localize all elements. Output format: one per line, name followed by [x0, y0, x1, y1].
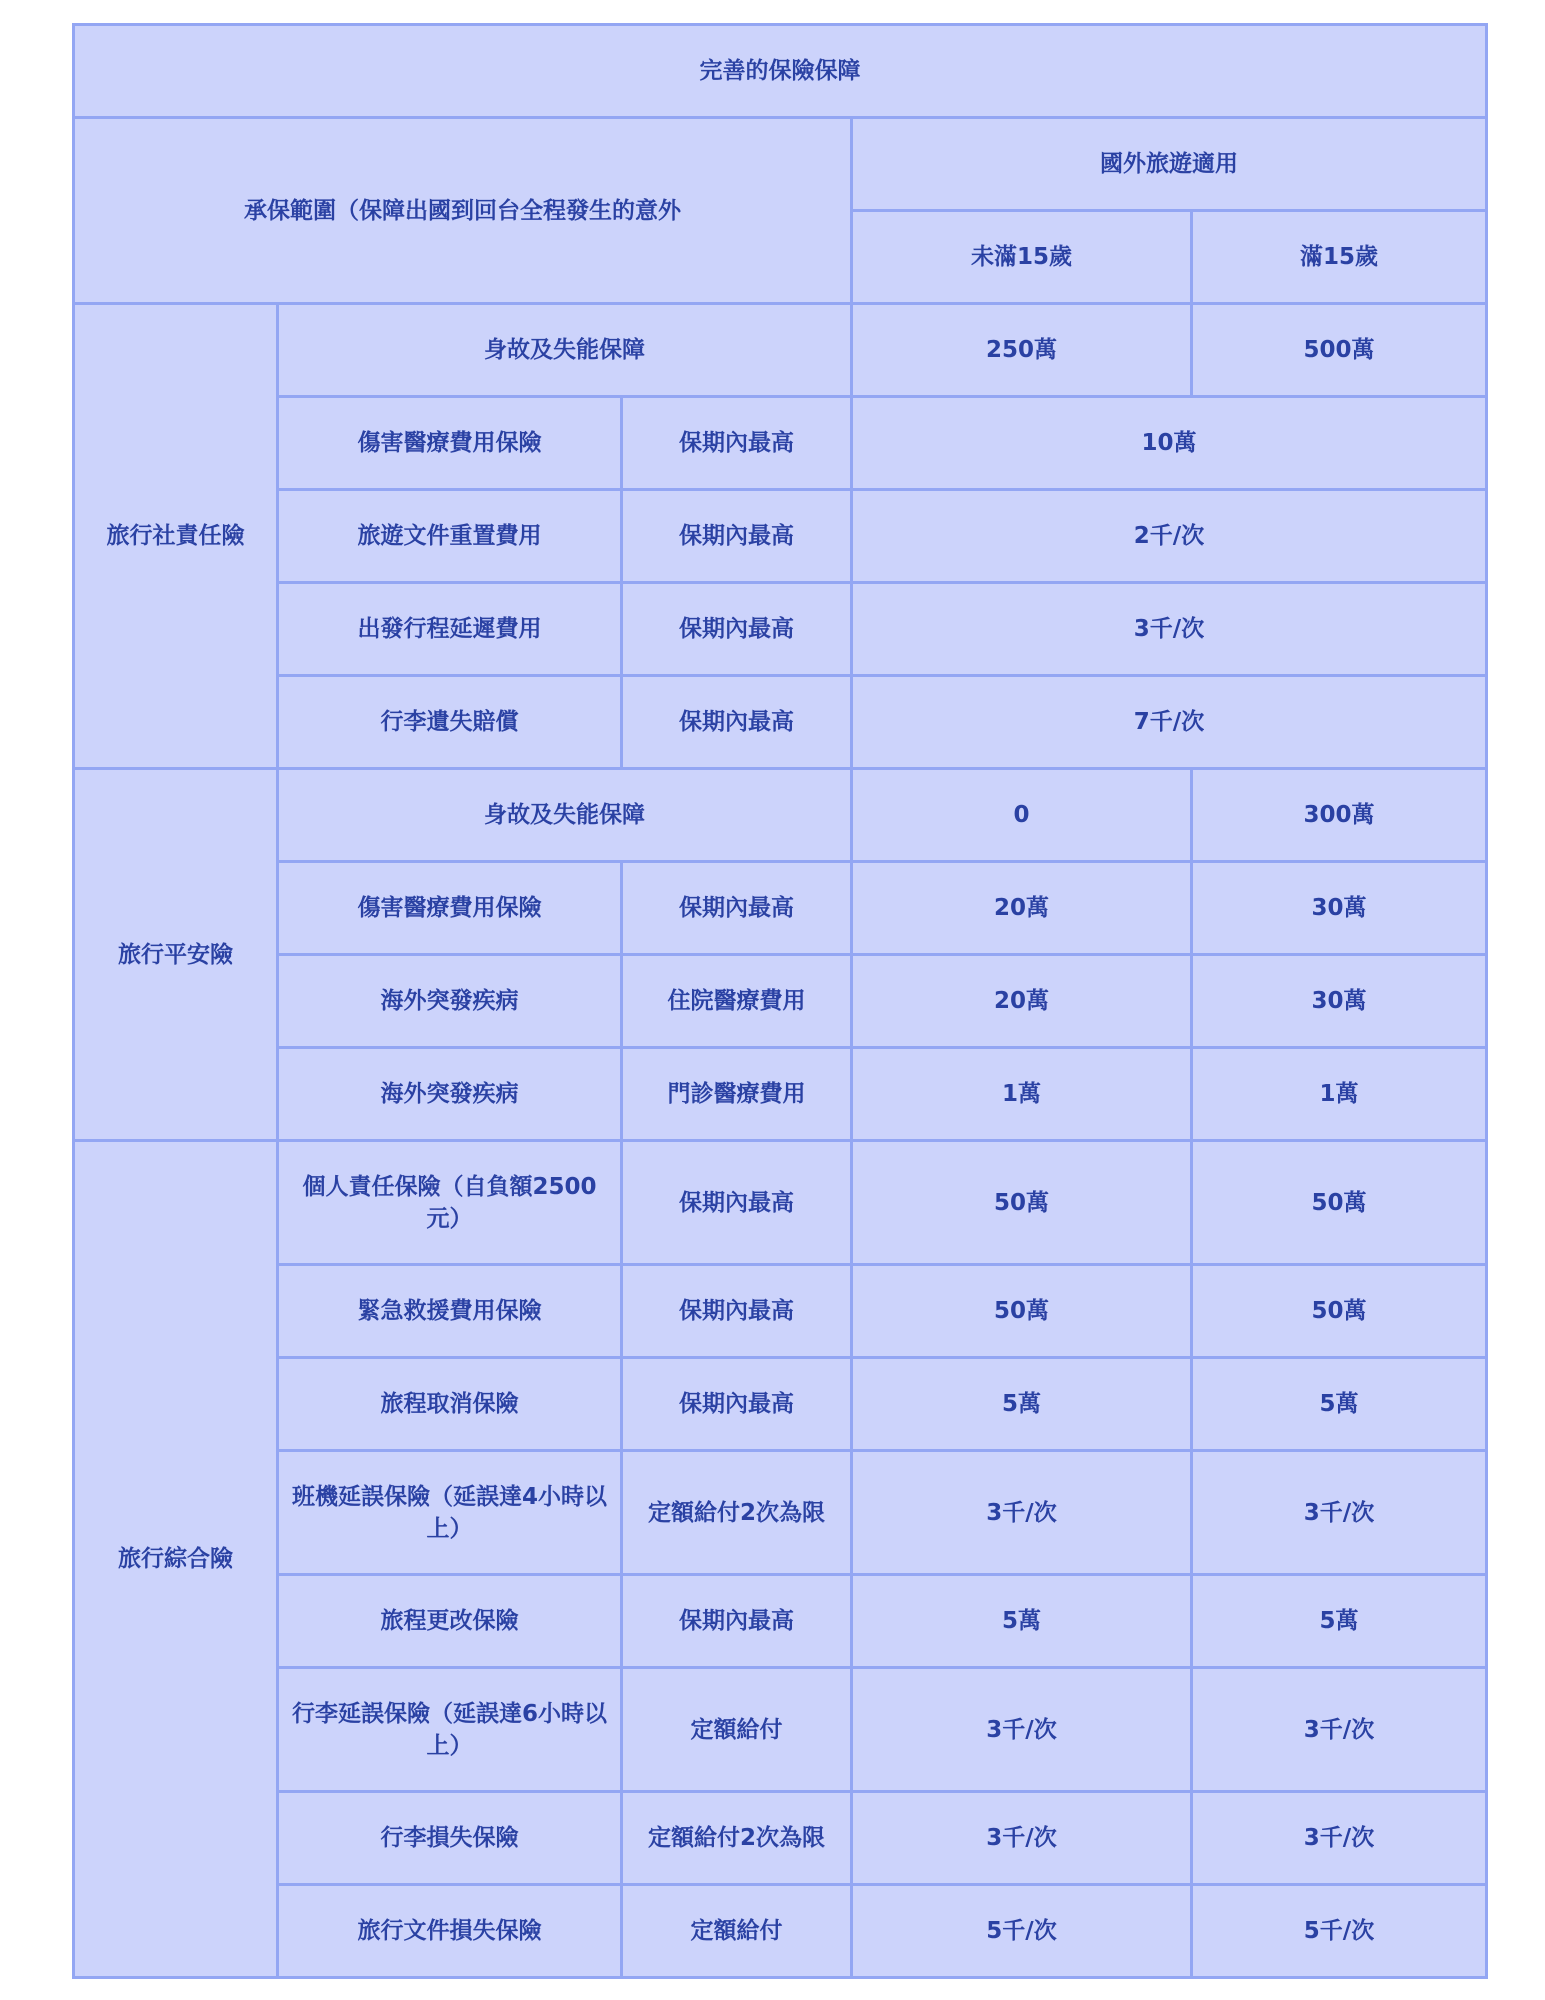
table-row [74, 862, 1487, 955]
coverage-scope-header: 承保範圍（保障出國到回台全程發生的意外 [74, 118, 852, 304]
row-condition: 保期內最高 [622, 1358, 852, 1451]
row-value-over-15: 5千/次 [1192, 1885, 1487, 1978]
row-value-under-15: 20萬 [852, 862, 1192, 955]
table-row [74, 676, 1487, 769]
row-value-under-15: 20萬 [852, 955, 1192, 1048]
row-value-under-15: 5萬 [852, 1575, 1192, 1668]
table-row [74, 304, 1487, 397]
row-value-under-15: 0 [852, 769, 1192, 862]
table-row [74, 490, 1487, 583]
row-value-shared: 2千/次 [852, 490, 1487, 583]
table-row [74, 1792, 1487, 1885]
row-item: 旅行文件損失保險 [278, 1885, 622, 1978]
row-value-shared: 3千/次 [852, 583, 1487, 676]
row-value-under-15: 1萬 [852, 1048, 1192, 1141]
table-row [74, 397, 1487, 490]
row-condition: 住院醫療費用 [622, 955, 852, 1048]
row-value-under-15: 3千/次 [852, 1451, 1192, 1575]
overseas-travel-header: 國外旅遊適用 [852, 118, 1487, 211]
row-value-under-15: 50萬 [852, 1141, 1192, 1265]
table-row [74, 1668, 1487, 1792]
row-condition: 保期內最高 [622, 676, 852, 769]
row-condition: 定額給付2次為限 [622, 1451, 852, 1575]
row-item: 海外突發疾病 [278, 1048, 622, 1141]
table-row [74, 1575, 1487, 1668]
row-item: 海外突發疾病 [278, 955, 622, 1048]
table-row [74, 1451, 1487, 1575]
table-row [74, 583, 1487, 676]
row-value-under-15: 50萬 [852, 1265, 1192, 1358]
row-condition: 保期內最高 [622, 1575, 852, 1668]
row-item: 傷害醫療費用保險 [278, 862, 622, 955]
age-under-15-header: 未滿15歲 [852, 211, 1192, 304]
row-value-over-15: 50萬 [1192, 1141, 1487, 1265]
row-item: 旅程更改保險 [278, 1575, 622, 1668]
table-row [74, 1265, 1487, 1358]
row-value-under-15: 250萬 [852, 304, 1192, 397]
row-value-shared: 10萬 [852, 397, 1487, 490]
row-value-over-15: 30萬 [1192, 955, 1487, 1048]
row-value-over-15: 50萬 [1192, 1265, 1487, 1358]
row-value-over-15: 30萬 [1192, 862, 1487, 955]
row-item: 行李遺失賠償 [278, 676, 622, 769]
row-condition: 定額給付 [622, 1668, 852, 1792]
row-item: 出發行程延遲費用 [278, 583, 622, 676]
row-condition: 保期內最高 [622, 862, 852, 955]
age-over-15-header: 滿15歲 [1192, 211, 1487, 304]
row-value-over-15: 5萬 [1192, 1358, 1487, 1451]
row-value-over-15: 3千/次 [1192, 1451, 1487, 1575]
table-title: 完善的保險保障 [74, 25, 1487, 118]
row-value-under-15: 5萬 [852, 1358, 1192, 1451]
row-item: 身故及失能保障 [278, 769, 852, 862]
table-row [74, 955, 1487, 1048]
header-row-1 [74, 118, 1487, 211]
insurance-coverage-table [72, 23, 1488, 1979]
row-condition: 保期內最高 [622, 397, 852, 490]
row-item: 旅遊文件重置費用 [278, 490, 622, 583]
row-item: 旅程取消保險 [278, 1358, 622, 1451]
row-condition: 保期內最高 [622, 1265, 852, 1358]
row-value-under-15: 5千/次 [852, 1885, 1192, 1978]
table-row [74, 1048, 1487, 1141]
section-name: 旅行社責任險 [74, 304, 278, 769]
row-condition: 定額給付 [622, 1885, 852, 1978]
table-row [74, 1141, 1487, 1265]
row-value-over-15: 5萬 [1192, 1575, 1487, 1668]
table-row [74, 1885, 1487, 1978]
row-item: 行李損失保險 [278, 1792, 622, 1885]
row-value-shared: 7千/次 [852, 676, 1487, 769]
table-row [74, 769, 1487, 862]
row-item: 班機延誤保險（延誤達4小時以上） [278, 1451, 622, 1575]
row-item: 個人責任保險（自負額2500元） [278, 1141, 622, 1265]
row-item: 身故及失能保障 [278, 304, 852, 397]
row-condition: 保期內最高 [622, 583, 852, 676]
row-value-over-15: 1萬 [1192, 1048, 1487, 1141]
table-row [74, 1358, 1487, 1451]
row-item: 緊急救援費用保險 [278, 1265, 622, 1358]
row-value-over-15: 3千/次 [1192, 1668, 1487, 1792]
row-condition: 保期內最高 [622, 1141, 852, 1265]
row-condition: 門診醫療費用 [622, 1048, 852, 1141]
row-condition: 保期內最高 [622, 490, 852, 583]
row-value-over-15: 500萬 [1192, 304, 1487, 397]
row-item: 傷害醫療費用保險 [278, 397, 622, 490]
section-name: 旅行綜合險 [74, 1141, 278, 1978]
section-name: 旅行平安險 [74, 769, 278, 1141]
row-item: 行李延誤保險（延誤達6小時以上） [278, 1668, 622, 1792]
row-value-under-15: 3千/次 [852, 1792, 1192, 1885]
row-value-over-15: 3千/次 [1192, 1792, 1487, 1885]
row-condition: 定額給付2次為限 [622, 1792, 852, 1885]
insurance-table-wrapper [72, 23, 1485, 1979]
row-value-over-15: 300萬 [1192, 769, 1487, 862]
row-value-under-15: 3千/次 [852, 1668, 1192, 1792]
table-title-row [74, 25, 1487, 118]
